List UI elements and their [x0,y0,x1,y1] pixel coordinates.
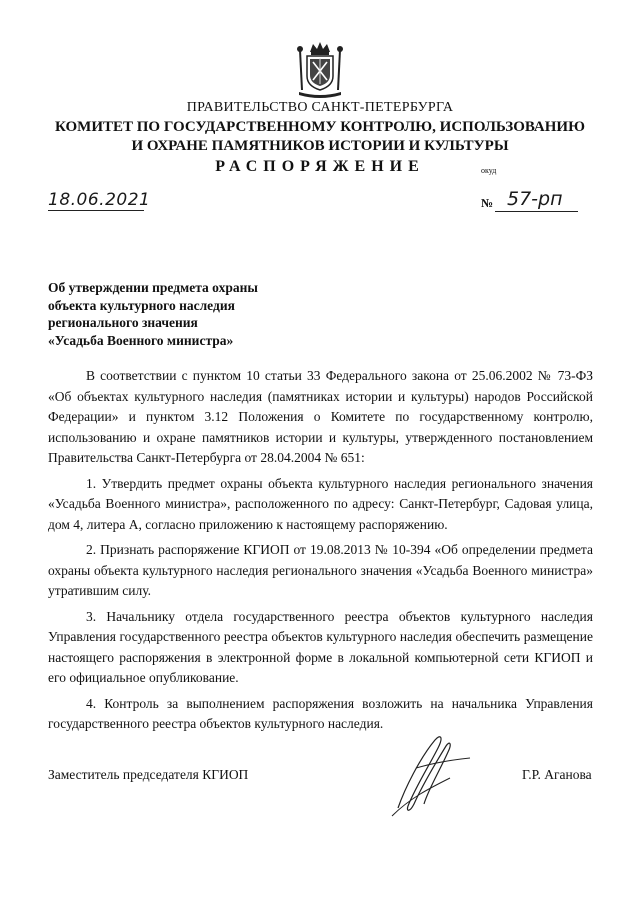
number-underline [495,211,578,212]
item-1-paragraph: 1. Утвердить предмет охраны объекта культурного наследия регионального значения «Усадьба Военного министра», расположенного по адресу: Санкт-Петербург, Садовая улица, дом 4, литера А, согласно приложению к настоящему распоряжению. [48,475,593,532]
signatory-name: Г.Р. Аганова [522,767,592,782]
okud-label: окуд [481,166,497,175]
preamble-paragraph: В соответствии с пунктом 10 статьи 33 Федерального закона от 25.06.2002 № 73-ФЗ «Об объектах культурного наследия (памятниках истории и культуры) народов Российской Федерации» и пунктом 3.12 Положения о Комитете по государственному контролю, использованию и охране памятников истории и культуры, утвержденного постановлением Правительства Санкт-Петербурга от 28.04.2004 № 651: [48,368,593,465]
document-type: РАСПОРЯЖЕНИЕ [215,158,425,175]
item-2-paragraph: 2. Признать распоряжение КГИОП от 19.08.2013 № 10-394 «Об определении предмета охраны объекта культурного наследия регионального значения «Усадьба Военного министра» утратившим силу. [48,542,593,598]
government-name: ПРАВИТЕЛЬСТВО САНКТ-ПЕТЕРБУРГА [186,100,454,115]
item-4-paragraph: 4. Контроль за выполнением распоряжения возложить на начальника Управления государственного реестра объектов культурного наследия. [48,695,593,731]
subject-line-3: регионального значения [48,315,198,330]
committee-name-line-1: КОМИТЕТ ПО ГОСУДАРСТВЕННОМУ КОНТРОЛЮ, ИСПОЛЬЗОВАНИЮ [55,119,585,135]
date-underline [48,210,144,211]
signatory-position: Заместитель председателя КГИОП [48,767,249,782]
document-subject [48,279,258,349]
document-date: 18.06.2021 [48,190,151,210]
number-label: № [481,196,494,210]
subject-line-4: «Усадьба Военного министра» [48,332,234,348]
committee-name [0,118,640,156]
document-body [48,366,593,735]
committee-name-line-2: И ОХРАНЕ ПАМЯТНИКОВ ИСТОРИИ И КУЛЬТУРЫ [131,138,509,154]
document-number: 57-рп [507,188,563,210]
coat-of-arms-icon [293,40,347,98]
item-3-paragraph: 3. Начальнику отдела государственного реестра объектов культурного наследия Управления государственного реестра объектов культурного наследия обеспечить размещение настоящего распоряжения в электронной форме в локальной компьютерной сети КГИОП и его официальное опубликование. [48,608,593,685]
handwritten-signature [380,728,480,823]
subject-line-1: Об утверждении предмета охраны [48,280,258,295]
subject-line-2: объекта культурного наследия [48,297,235,313]
